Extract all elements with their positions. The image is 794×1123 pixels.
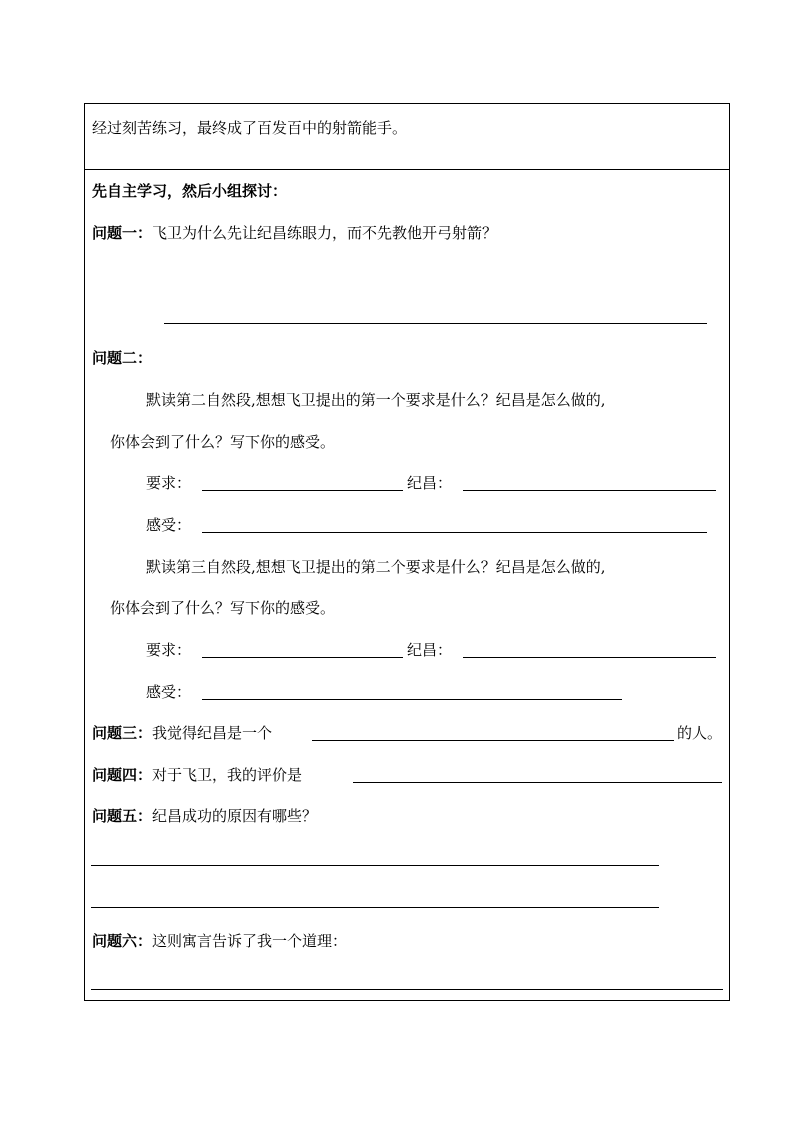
feel2-label: 感受：	[146, 683, 192, 701]
question-6-label: 问题六：	[92, 932, 153, 950]
answer-line-q5-1[interactable]	[91, 865, 659, 866]
row1-text: 经过刻苦练习，最终成了百发百中的射箭能手。	[92, 119, 408, 137]
question-6-text: 这则寓言告诉了我一个道理：	[152, 932, 348, 950]
question-5-label: 问题五：	[92, 807, 153, 825]
answer-line-feel2[interactable]	[202, 699, 622, 700]
req2-label: 要求：	[146, 641, 192, 659]
answer-line-q6[interactable]	[91, 989, 723, 990]
question-3-text-after: 的人。	[677, 724, 723, 742]
question-5-text: 纪昌成功的原因有哪些？	[152, 807, 318, 825]
question-3	[92, 723, 272, 743]
row-divider	[84, 169, 730, 170]
req1-label: 要求：	[146, 474, 192, 492]
answer-line-req2[interactable]	[202, 657, 403, 658]
question-1	[92, 223, 497, 243]
answer-line-jichang2[interactable]	[463, 657, 716, 658]
question-4	[92, 765, 302, 785]
question-1-label: 问题一：	[92, 224, 153, 242]
feel1-label: 感受：	[146, 516, 192, 534]
question-4-label: 问题四：	[92, 766, 153, 784]
answer-line-feel1[interactable]	[202, 532, 707, 533]
question-3-text-before: 我觉得纪昌是一个	[152, 724, 273, 742]
q2-para1-line2: 你体会到了什么？写下你的感受。	[110, 433, 336, 451]
answer-line-req1[interactable]	[202, 490, 403, 491]
answer-line-q4[interactable]	[353, 782, 722, 783]
section-heading: 先自主学习，然后小组探讨：	[92, 182, 288, 200]
answer-line-q5-2[interactable]	[91, 907, 659, 908]
question-1-text: 飞卫为什么先让纪昌练眼力，而不先教他开弓射箭？	[152, 224, 498, 242]
question-4-text: 对于飞卫，我的评价是	[152, 766, 303, 784]
question-6	[92, 931, 347, 951]
jichang2-label: 纪昌：	[407, 641, 453, 659]
answer-line-q3[interactable]	[312, 740, 674, 741]
answer-line-jichang1[interactable]	[463, 490, 716, 491]
answer-line-q1[interactable]	[164, 323, 707, 324]
jichang1-label: 纪昌：	[407, 474, 453, 492]
question-2-label: 问题二：	[92, 349, 153, 367]
q2-para2-line1: 默读第三自然段,想想飞卫提出的第二个要求是什么？纪昌是怎么做的,	[146, 558, 606, 576]
q2-para1-line1: 默读第二自然段,想想飞卫提出的第一个要求是什么？纪昌是怎么做的,	[146, 391, 606, 409]
q2-para2-line2: 你体会到了什么？写下你的感受。	[110, 599, 336, 617]
question-3-label: 问题三：	[92, 724, 153, 742]
question-5	[92, 806, 317, 826]
